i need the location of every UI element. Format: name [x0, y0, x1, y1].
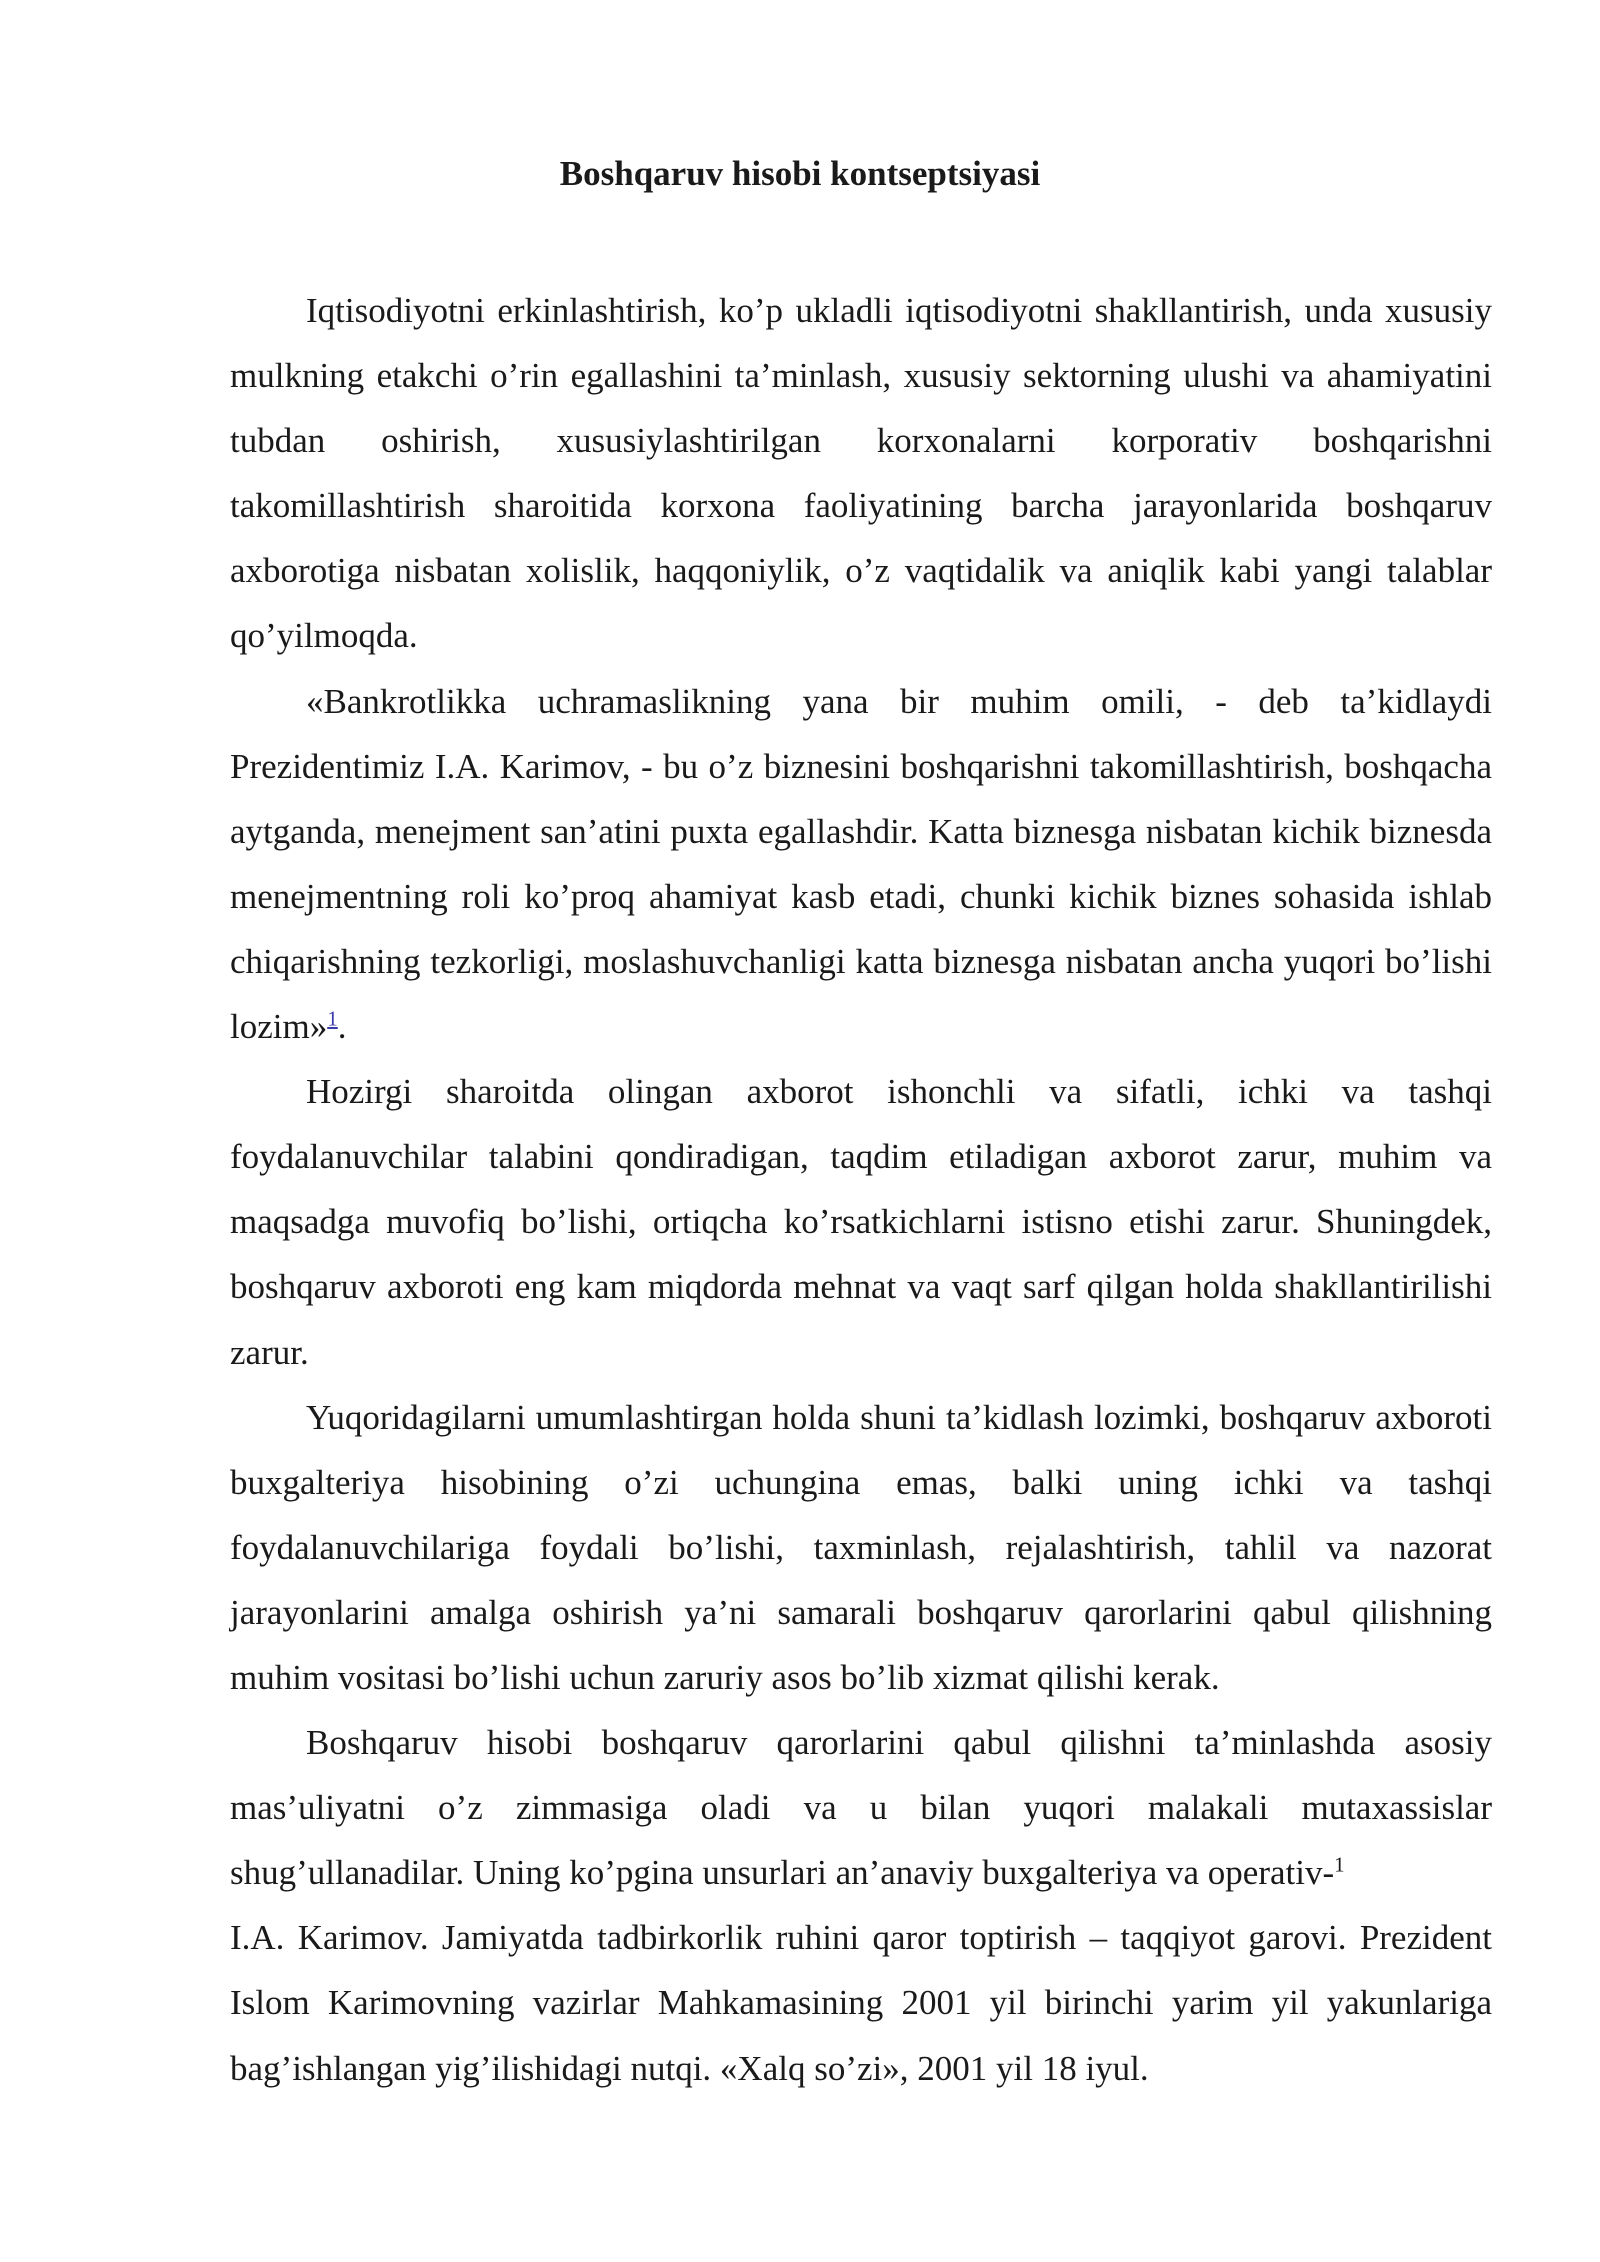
paragraph-text: Boshqaruv hisobi boshqaruv qarorlarini qabul qilishni ta’minlashda asosiy mas’uliyatni o’z zimmasiga oladi va u bilan yuqori malakali mutaxassislar shug’ullanadilar. Uning ko’pgina unsurlari an’anaviy buxgalteriya va operativ-	[230, 1723, 1492, 1893]
paragraph-end: .	[337, 1007, 347, 1047]
footnote-marker: 1	[1334, 1852, 1345, 1877]
paragraph-text: Hozirgi sharoitda olingan axborot ishonchli va sifatli, ichki va tashqi foydalanuvchilar talabini qondiradigan, taqdim etiladigan axborot zarur, muhim va maqsadga muvofiq bo’lishi, ortiqcha ko’rsatkichlarni istisno etishi zarur. Shuningdek, boshqaruv axboroti eng kam miqdorda mehnat va vaqt sarf qilgan holda shakllantirilishi zarur.	[230, 1072, 1492, 1372]
page-title: Boshqaruv hisobi kontseptsiyasi	[559, 154, 1041, 193]
paragraph-text: Yuqoridagilarni umumlashtirgan holda shuni ta’kidlash lozimki, boshqaruv axboroti buxgalteriya hisobining o’zi uchungina emas, balki uning ichki va tashqi foydalanuvchilariga foydali bo’lishi, taxminlash, rejalashtirish, tahlil va nazorat jarayonlarini amalga oshirish ya’ni samarali boshqaruv qarorlarini qabul qilishning muhim vositasi bo’lishi uchun zaruriy asos bo’lib xizmat qilishi kerak.	[230, 1397, 1492, 1697]
footnote-text: I.A. Karimov. Jamiyatda tadbirkorlik ruhini qaror toptirish – taqqiyot garovi. Prezident Islom Karimovning vazirlar Mahkamasining 2001 yil birinchi yarim yil yakunlariga bag’ishlangan yig’ilishidagi nutqi. «Xalq so’zi», 2001 yil 18 iyul.	[230, 1918, 1492, 2088]
paragraph-2	[230, 669, 1492, 1060]
paragraph-text: «Bankrotlikka uchramaslikning yana bir muhim omili, - deb ta’kidlaydi Prezidentimiz I.A. Karimov, - bu o’z biznesini boshqarishni takomillashtirish, boshqacha aytganda, menejment san’atini puxta egallashdir. Katta biznesga nisbatan kichik biznesda menejmentning roli ko’proq ahamiyat kasb etadi, chunki kichik biznes sohasida ishlab chiqarishning tezkorligi, moslashuvchanligi katta biznesga nisbatan ancha yuqori bo’lishi lozim»	[230, 681, 1492, 1047]
paragraph-5	[230, 1710, 1492, 1905]
paragraph-1	[230, 278, 1492, 669]
paragraph-3	[230, 1059, 1492, 1384]
paragraph-4	[230, 1385, 1492, 1710]
paragraph-text: Iqtisodiyotni erkinlashtirish, ko’p ukladli iqtisodiyotni shakllantirish, unda xususiy mulkning etakchi o’rin egallashini ta’minlash, xususiy sektorning ulushi va ahamiyatini tubdan oshirish, xususiylashtirilgan korxonalarni korporativ boshqarishni takomillashtirish sharoitida korxona faoliyatining barcha jarayonlarida boshqaruv axborotiga nisbatan xolislik, haqqoniylik, o’z vaqtidalik va aniqlik kabi yangi talablar qo’yilmoqda.	[230, 291, 1492, 656]
document-body	[230, 278, 1492, 2101]
footnote-reference-link[interactable]: 1	[327, 1006, 338, 1031]
